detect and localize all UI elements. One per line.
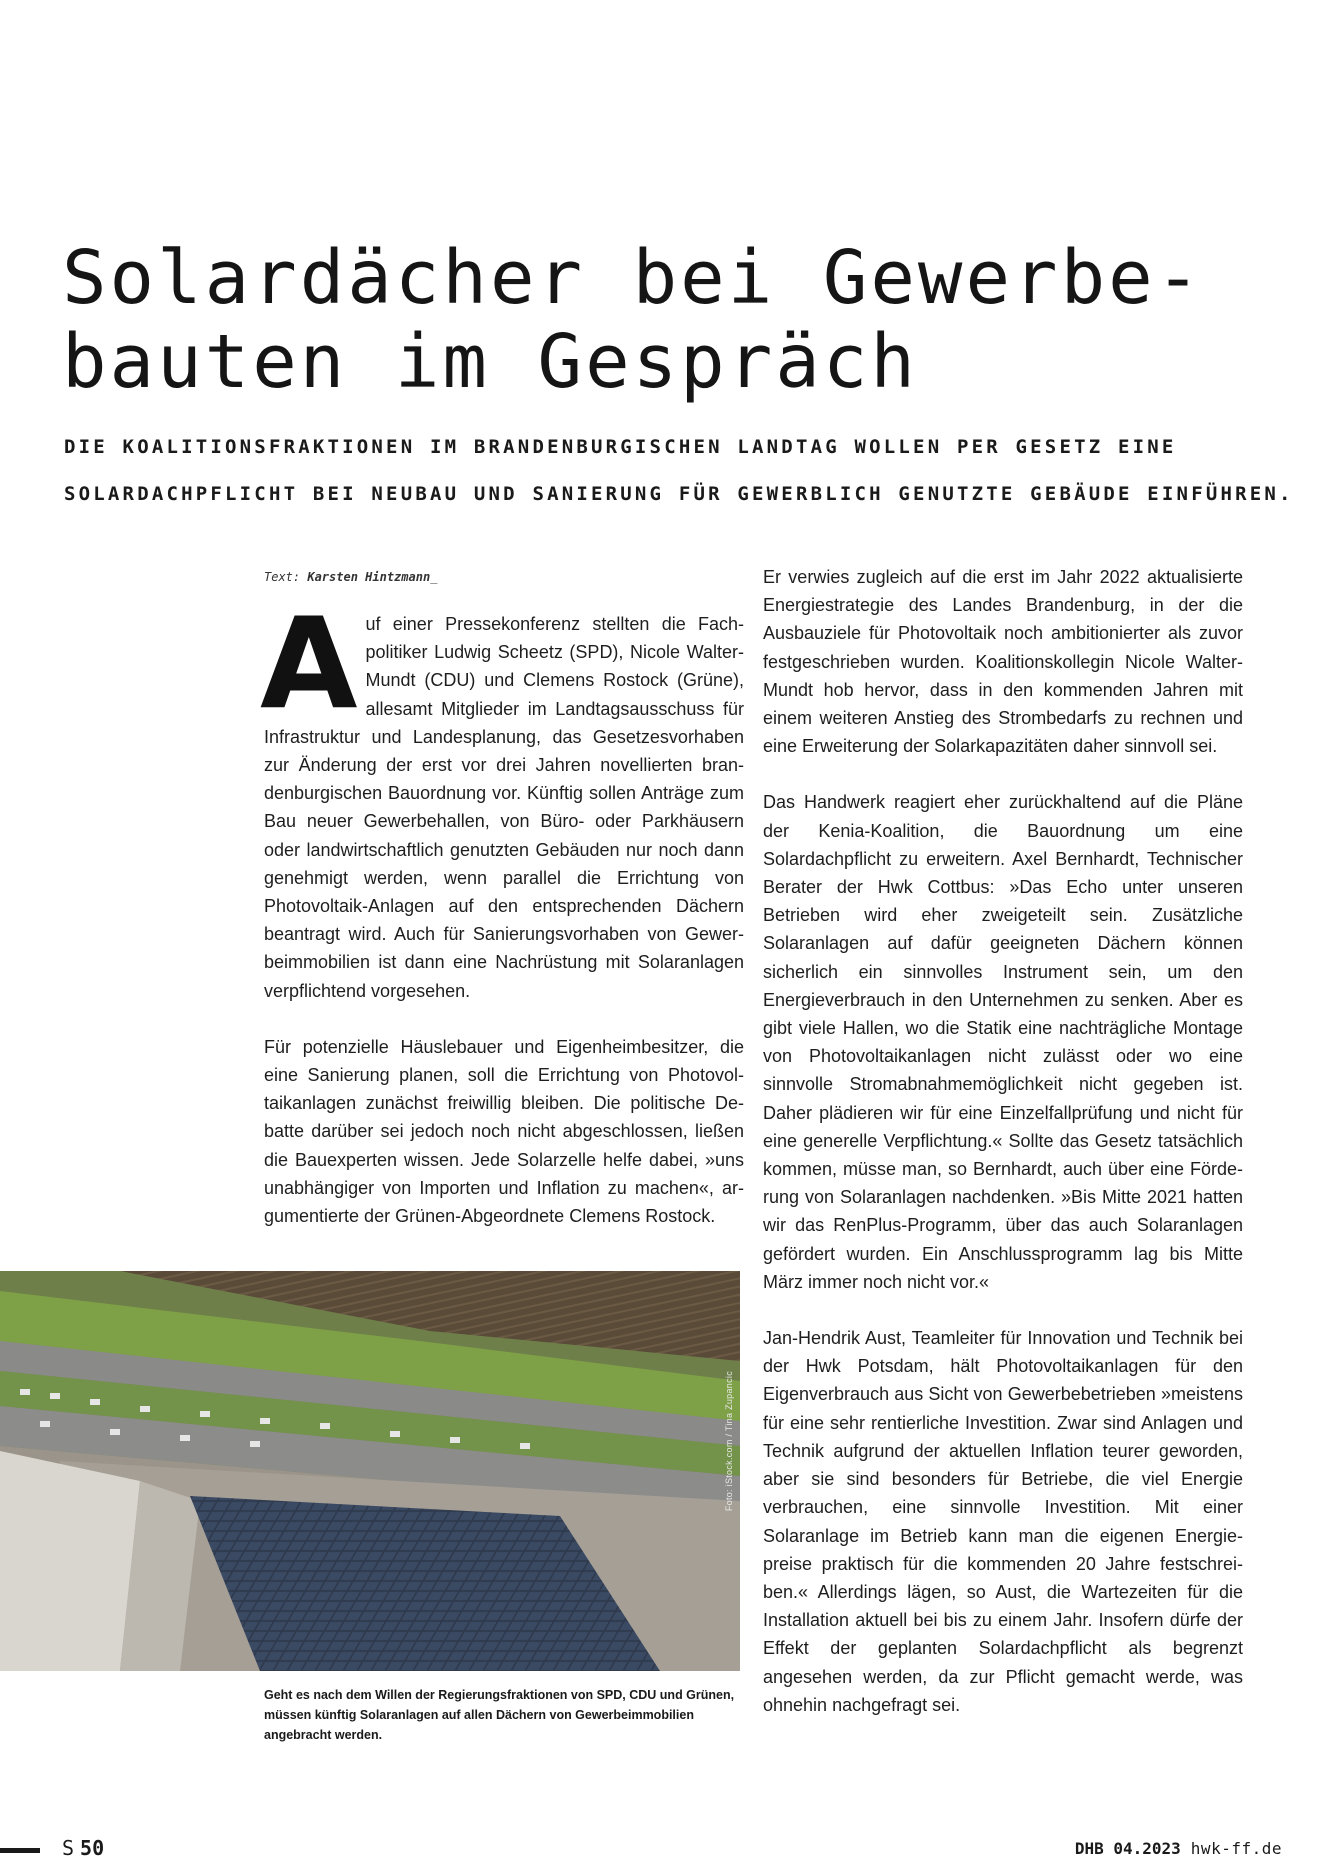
paragraph: Das Handwerk reagiert eher zurückhaltend auf die Pläne der Kenia-Koalition, die Bauordnung um eine Solardachpflicht zu erweitern. Axel Bernhardt, Technischer Berater der Hwk Cottbus: »Das Echo unter unseren Betrieben wird eher zweigeteilt sein. Zusätzliche Solaranlagen auf dafür geeigneten Dächern können sicherlich ein sinnvolles Instrument sein, um den Energieverbrauch in den Unternehmen zu senken. Aber es gibt viele Hallen, wo die Statik eine nachträgliche Montage von Photovoltaikanlagen nicht zulässt oder wo eine sinnvolle Stromabnahmemöglichkeit nicht gegeben ist. Daher plädieren wir für eine Einzelfallprüfung und nicht für eine generelle Verpflichtung.« Sollte das Gesetz tatsächlich kommen, müsse man, so Bernhardt, auch über eine Förderung von Solaranlagen nachdenken. »Bis Mitte 2021 hatten wir das RenPlus-Programm, über das auch Solaranlagen gefördert wurden. Ein Anschlussprogramm lag bis Mitte März immer noch nicht vor.« [763, 792, 1243, 1292]
page-prefix: S [62, 1836, 75, 1860]
byline-suffix: _ [430, 570, 438, 584]
article-photo [0, 1271, 740, 1671]
photo-caption: Geht es nach dem Willen der Regierungsfraktionen von SPD, CDU und Grünen, müssen künftig Solaranlagen auf allen Dächern von Gewerbeimmobilien angebracht werden. [264, 1688, 735, 1742]
article-lead [64, 424, 1294, 518]
aerial-solar-roof-illustration [0, 1271, 740, 1671]
text-column-left [260, 590, 744, 1230]
title-line: Solardächer bei Gewerbe- [62, 235, 1204, 321]
paragraph-text: uf einer Pressekonferenz stellten die Fachpolitiker Ludwig Scheetz (SPD), Nicole Walter-Mundt (CDU) und Clemens Rostock (Grüne), allesamt Mitglieder im Landtagsausschuss für Infrastruktur und Landesplanung, das Gesetzesvorhaben zur Änderung der erst vor drei Jahren novellierten brandenburgischen Bauordnung vor. Künftig sollen Anträge zum Bau neuer Gewerbehallen, von Büro- oder Parkhäusern oder landwirtschaftlich genutzten Gebäuden nur noch dann genehmigt werden, wenn parallel die Errichtung von Photovoltaik-Anlagen auf den entsprechenden Dächern beantragt wird. Auch für Sanierungsvorhaben von Gewerbeimmobilien ist dann eine Nachrüstung mit Solaranlagen verpflichtend vorgesehen. [264, 614, 744, 1001]
website-link[interactable]: hwk-ff.de [1190, 1839, 1282, 1858]
issue-label: DHB 04.2023 [1074, 1839, 1181, 1858]
paragraph: Er verwies zugleich auf die erst im Jahr 2022 aktualisierte Energiestrategie des Landes Brandenburg, in der die Ausbauziele für Photovoltaik noch ambitionierter als zuvor festgeschrieben wurden. Koalitionskollegin Nicole Walter-Mundt hob hervor, dass in den kommenden Jahren mit einem weiteren Anstieg des Strombedarfs zu rechnen und eine Erweiterung der Solarkapazitäten daher sinnvoll sei. [763, 567, 1243, 757]
byline-author: Karsten Hintzmann [307, 570, 431, 584]
text-column-right [763, 563, 1243, 1719]
byline [264, 570, 437, 584]
article-title [62, 236, 1262, 404]
paragraph [260, 590, 744, 1005]
drop-cap: A [260, 590, 358, 737]
photo-credit: Foto: iStock.com / Tina Zupancic [724, 1371, 734, 1512]
lead-line: DIE KOALITIONSFRAKTIONEN IM BRANDENBURGISCHEN LANDTAG WOLLEN PER GESETZ EINE [64, 436, 1177, 458]
page-number-value: 50 [80, 1836, 105, 1860]
page-number [62, 1836, 104, 1860]
footer-info [1075, 1839, 1282, 1858]
paragraph: Für potenzielle Häuslebauer und Eigenheimbesitzer, die eine Sanierung planen, soll die Errichtung von Photovoltaikanlagen zunächst freiwillig bleiben. Die politische Debatte darüber sei jedoch noch nicht abgeschlossen, ließen die Bauexperten wissen. Jede Solarzelle helfe dabei, »uns unabhängiger von Importen und Inflation zu machen«, argumentierte der Grünen-Abgeordnete Clemens Rostock. [264, 1036, 744, 1227]
title-line: bauten im Gespräch [62, 319, 918, 405]
paragraph: Jan-Hendrik Aust, Teamleiter für Innovation und Technik bei der Hwk Potsdam, hält Photovoltaikanlagen für den Eigenverbrauch aus Sicht von Gewerbebetrieben »meistens für eine sehr rentierliche Investition. Zwar sind Anlagen und Technik aufgrund der aktuellen Inflation teurer geworden, aber sie sind besonders für Betriebe, die viel Energie verbrauchen, eine sinnvolle Investition. Mit einer Solaranlage im Betrieb kann man die eigenen Energiepreise praktisch für die kommenden 20 Jahre festschreiben.« Allerdings lägen, so Aust, die Wartezeiten für die Installation aktuell bei bis zu einem Jahr. Insofern dürfe der Effekt der geplanten Solardachpflicht als begrenzt angesehen werden, da zur Pflicht gemacht werde, was ohnehin nachgefragt sei. [763, 1328, 1243, 1715]
footer-rule [0, 1848, 40, 1853]
lead-line: SOLARDACHPFLICHT BEI NEUBAU UND SANIERUNG FÜR GEWERBLICH GENUTZTE GEBÄUDE EINFÜHREN. [64, 483, 1294, 505]
byline-prefix: Text: [264, 570, 301, 584]
